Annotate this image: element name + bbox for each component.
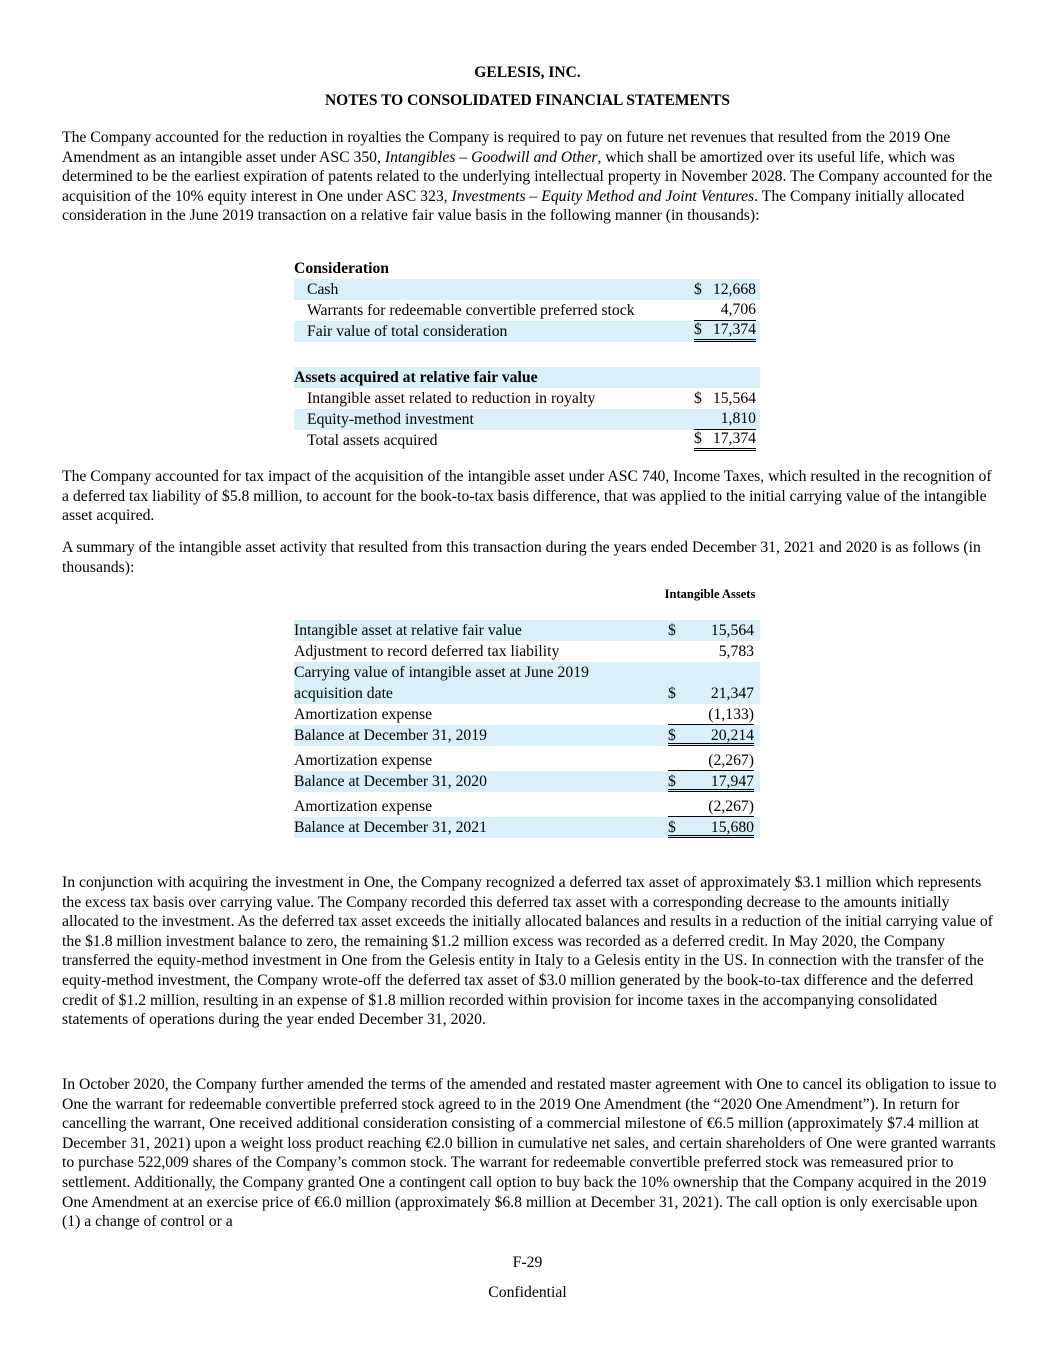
para1-text-3: . The Company initially allocated consideration in the June 2019 transaction on a relative fair value basis in the following manner (in thousands): xyxy=(62,187,965,225)
currency-symbol: $ xyxy=(668,685,676,702)
table-row xyxy=(294,409,760,430)
para1-italic-asc350: Intangibles – Goodwill and Other xyxy=(384,148,598,166)
assets-heading-row xyxy=(294,367,760,388)
table-row xyxy=(294,641,760,662)
currency-symbol: $ xyxy=(668,727,676,744)
cash-amount xyxy=(694,279,756,300)
warrants-value: 4,706 xyxy=(720,301,756,318)
para1-italic-asc323: Investments – Equity Method and Joint Ventures xyxy=(451,187,755,205)
row-value: 15,680 xyxy=(710,819,754,836)
intangible-label: Intangible asset related to reduction in royalty xyxy=(307,390,596,407)
table-row xyxy=(294,725,760,746)
cash-value: 12,668 xyxy=(712,281,756,298)
table-row xyxy=(294,620,760,641)
intangible-assets-column-header: Intangible Assets xyxy=(664,587,756,601)
row-label: Adjustment to record deferred tax liability xyxy=(294,643,560,660)
table-row xyxy=(294,388,760,409)
paragraph-tax-impact: The Company accounted for tax impact of the acquisition of the intangible asset under ASC 740, Income Taxes, which resulted in the recognition of a deferred tax liability of $5.8 million, to account for the book-to-tax basis difference, that was applied to the initial carrying value of the intangible asset acquired. xyxy=(62,468,992,525)
cash-label: Cash xyxy=(307,281,339,298)
consideration-heading-row xyxy=(294,258,760,279)
equity-amount xyxy=(694,409,756,430)
table-row xyxy=(294,279,760,300)
warrants-label: Warrants for redeemable convertible preferred stock xyxy=(307,302,635,319)
row-value: (2,267) xyxy=(708,752,754,769)
currency-symbol: $ xyxy=(668,773,676,790)
total-consideration-amount xyxy=(694,321,756,342)
equity-label: Equity-method investment xyxy=(307,411,474,428)
total-assets-amount xyxy=(694,430,756,451)
table-row xyxy=(294,704,760,725)
row-value: (1,133) xyxy=(708,706,754,723)
paragraph-summary-intro: A summary of the intangible asset activity that resulted from this transaction during the years ended December 31, 2021 and 2020 is as follows (in thousands): xyxy=(62,539,981,576)
consideration-table xyxy=(294,258,760,451)
row-label: Balance at December 31, 2019 xyxy=(294,727,487,744)
intangible-amount xyxy=(694,388,756,409)
total-consideration-label: Fair value of total consideration xyxy=(307,323,508,340)
paragraph-2020-amendment: In October 2020, the Company further amended the terms of the amended and restated master agreement with One to cancel its obligation to issue to One the warrant for redeemable convertible preferred stock agreed to in the 2019 One Amendment (the “2020 One Amendment”). In return for cancelling the warrant, One received additional consideration consisting of a commercial milestone of €6.5 million (approximately $7.4 million at December 31, 2021) upon a weight loss product reaching €2.0 billion in cumulative net sales, and certain shareholders of One were granted warrants to purchase 522,009 shares of the Company’s common stock. The warrant for redeemable convertible preferred stock was remeasured prior to settlement. Additionally, the Company granted One a contingent call option to buy back the 10% ownership that the Company acquired in the 2019 One Amendment at an exercise price of €6.0 million (approximately $6.8 million at December 31, 2021). The call option is only exercisable upon (1) a change of control or a xyxy=(62,1076,997,1231)
row-label: Amortization expense xyxy=(294,798,433,815)
equity-value: 1,810 xyxy=(720,410,756,427)
row-value: 15,564 xyxy=(710,622,754,639)
total-assets-label: Total assets acquired xyxy=(307,432,438,449)
currency-symbol: $ xyxy=(694,321,702,338)
currency-symbol: $ xyxy=(694,281,702,298)
total-consideration-value: 17,374 xyxy=(712,321,756,338)
table-row xyxy=(294,771,760,792)
intangible-value: 15,564 xyxy=(712,390,756,407)
confidential-label: Confidential xyxy=(488,1284,567,1301)
intangible-activity-table xyxy=(294,620,760,838)
warrants-amount xyxy=(694,300,756,321)
table-spacer xyxy=(294,342,760,367)
table-row xyxy=(294,321,760,342)
currency-symbol: $ xyxy=(668,622,676,639)
total-assets-value: 17,374 xyxy=(712,430,756,447)
row-value: 5,783 xyxy=(718,643,754,660)
consideration-heading: Consideration xyxy=(294,260,390,277)
row-label: Amortization expense xyxy=(294,706,433,723)
paragraph-intangible-accounting xyxy=(62,128,997,226)
row-value: (2,267) xyxy=(708,798,754,815)
table-row xyxy=(294,662,760,704)
row-label: Balance at December 31, 2021 xyxy=(294,819,487,836)
row-value: 21,347 xyxy=(710,685,754,702)
currency-symbol: $ xyxy=(694,390,702,407)
currency-symbol: $ xyxy=(694,430,702,447)
table-row xyxy=(294,430,760,451)
company-name: GELESIS, INC. xyxy=(474,64,581,81)
table-row xyxy=(294,817,760,838)
row-label: Carrying value of intangible asset at June 2019 acquisition date xyxy=(294,664,589,702)
para1-text-2: , which shall be amortized over its useful life, which was determined to be the earliest expiration of patents related to the underlying intellectual property in November 2028. The Company accounted for the acquisition of the 10% equity interest in One under ASC 323, xyxy=(62,148,993,205)
paragraph-deferred-tax: In conjunction with acquiring the investment in One, the Company recognized a deferred tax asset of approximately $3.1 million which represents the excess tax basis over carrying value. The Company recorded this deferred tax asset with a corresponding decrease to the amounts initially allocated to the investment. As the deferred tax asset exceeds the initially allocated balances and results in a reduction of the initial carrying value of the $1.8 million investment balance to zero, the remaining $1.2 million excess was recorded as a deferred credit. In May 2020, the Company transferred the equity-method investment in One from the Gelesis entity in Italy to a Gelesis entity in the US. In connection with the transfer of the equity-method investment, the Company wrote-off the deferred tax asset of $3.0 million generated by the book-to-tax difference and the deferred credit of $1.2 million, resulting in an expense of $1.8 million recorded within provision for income taxes in the accompanying consolidated statements of operations during the year ended December 31, 2020. xyxy=(62,874,993,1029)
row-label: Amortization expense xyxy=(294,752,433,769)
page-number: F-29 xyxy=(512,1254,543,1271)
row-label: Intangible asset at relative fair value xyxy=(294,622,522,639)
row-value: 17,947 xyxy=(710,773,754,790)
currency-symbol: $ xyxy=(668,819,676,836)
table-row xyxy=(294,796,760,817)
row-value: 20,214 xyxy=(710,727,754,744)
section-title: NOTES TO CONSOLIDATED FINANCIAL STATEMENTS xyxy=(324,92,731,109)
table-row xyxy=(294,750,760,771)
table-row xyxy=(294,300,760,321)
para1-text-1: The Company accounted for the reduction in royalties the Company is required to pay on future net revenues that resulted from the 2019 One Amendment as an intangible asset under ASC 350, xyxy=(62,129,951,166)
assets-heading: Assets acquired at relative fair value xyxy=(294,369,538,386)
row-label: Balance at December 31, 2020 xyxy=(294,773,487,790)
